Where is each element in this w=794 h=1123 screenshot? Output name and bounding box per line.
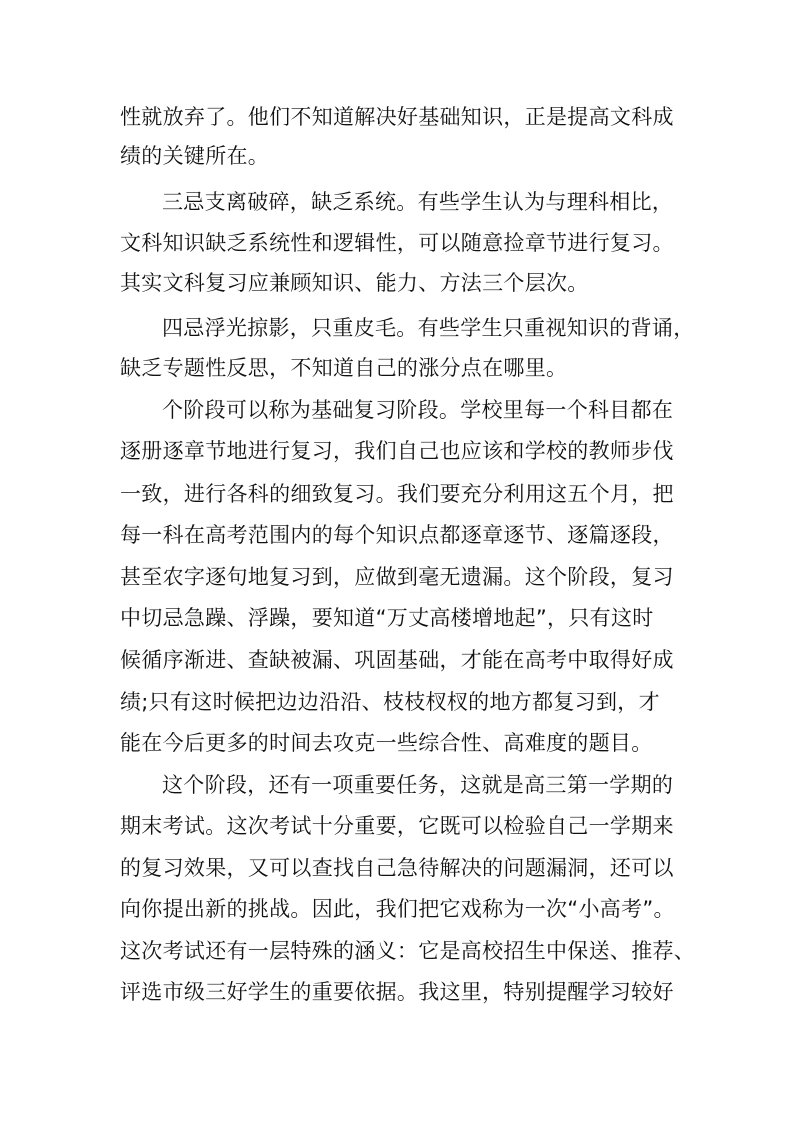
text-line: 这次考试还有一层特殊的涵义：它是高校招生中保送、推荐、: [120, 939, 696, 963]
text-line: 绩;只有这时候把边边沿沿、枝枝杈杈的地方都复习到，才: [120, 690, 660, 714]
text-line: 一致，进行各科的细致复习。我们要充分利用这五个月，把: [120, 482, 674, 506]
text-line: 中切忌急躁、浮躁，要知道“万丈高楼增地起”，只有这时: [120, 606, 654, 630]
text-line: 期末考试。这次考试十分重要，它既可以检验自己一学期来: [120, 814, 674, 838]
text-line: 缺乏专题性反思，不知道自己的涨分点在哪里。: [120, 356, 568, 380]
text-line: 绩的关键所在。: [120, 144, 270, 168]
text-line: 每一科在高考范围内的每个知识点都逐章逐节、逐篇逐段，: [120, 523, 674, 547]
text-line: 的复习效果，又可以查找自己急待解决的问题漏洞，还可以: [120, 856, 674, 880]
text-line: 逐册逐章节地进行复习，我们自己也应该和学校的教师步伐: [120, 439, 674, 463]
text-line: 评选市级三好学生的重要依据。我这里，特别提醒学习较好: [120, 980, 674, 1004]
text-line: 甚至农字逐句地复习到，应做到毫无遗漏。这个阶段，复习: [120, 565, 674, 589]
text-line: 性就放弃了。他们不知道解决好基础知识，正是提高文科成: [120, 105, 674, 129]
text-line: 三忌支离破碎，缺乏系统。有些学生认为与理科相比，: [162, 190, 674, 214]
text-line: 文科知识缺乏系统性和逻辑性，可以随意捡章节进行复习。: [120, 231, 674, 255]
text-line: 候循序渐进、查缺被漏、巩固基础，才能在高考中取得好成: [120, 648, 674, 672]
text-line: 向你提出新的挑战。因此，我们把它戏称为一次“小高考”。: [120, 897, 675, 921]
text-line: 个阶段可以称为基础复习阶段。学校里每一个科目都在: [162, 398, 674, 422]
text-line: 这个阶段，还有一项重要任务，这就是高三第一学期的: [162, 773, 674, 797]
text-line: 能在今后更多的时间去攻克一些综合性、高难度的题目。: [120, 731, 653, 755]
text-line: 其实文科复习应兼顾知识、能力、方法三个层次。: [120, 271, 589, 295]
text-line: 四忌浮光掠影，只重皮毛。有些学生只重视知识的背诵，: [162, 316, 695, 340]
